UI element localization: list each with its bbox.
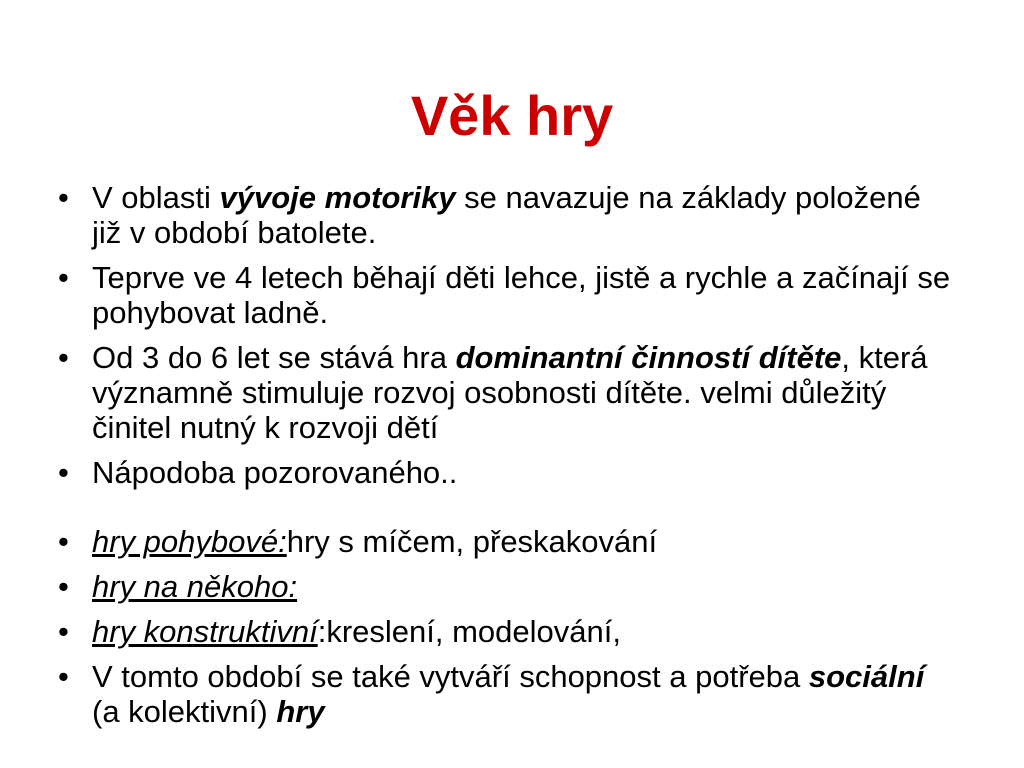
list-item: • V oblasti vývoje motoriky se navazuje na základy položené již v období batolete. xyxy=(58,180,921,250)
bullet-list xyxy=(58,180,958,739)
slide-title: Věk hry xyxy=(410,84,614,147)
bullet-icon: • xyxy=(58,524,69,559)
list-item: • V tomto období se také vytváří schopnost a potřeba sociální (a kolektivní) hry xyxy=(58,659,925,729)
bullet-icon: • xyxy=(58,659,69,694)
underlined-term: hry pohybové: xyxy=(92,524,287,559)
emphasis-text: sociální xyxy=(808,659,925,694)
list-item: • Teprve ve 4 letech běhají děti lehce, jistě a rychle a začínají se pohybovat ladně. xyxy=(58,260,951,330)
underlined-term: hry na někoho: xyxy=(92,569,298,604)
list-item: • hry konstruktivní:kreslení, modelování, xyxy=(58,614,621,649)
list-item: • Nápodoba pozorovaného.. xyxy=(58,455,458,490)
bullet-icon: • xyxy=(58,260,69,295)
list-item: • Od 3 do 6 let se stává hra dominantní činností dítěte, která významně stimuluje rozvoj osobnosti dítěte. velmi důležitý činitel nutný k rozvoji dětí xyxy=(58,340,928,445)
bullet-icon: • xyxy=(58,455,69,490)
bullet-icon: • xyxy=(58,614,69,649)
emphasis-text: dominantní činností dítěte xyxy=(455,340,842,375)
list-item xyxy=(58,569,958,604)
bullet-icon: • xyxy=(58,180,69,215)
underlined-term: hry konstruktivní xyxy=(92,614,318,649)
emphasis-text: hry xyxy=(276,694,325,729)
emphasis-text: vývoje motoriky xyxy=(219,180,456,215)
list-item: • hry pohybové:hry s míčem, přeskakování xyxy=(58,524,658,559)
bullet-icon: • xyxy=(58,569,69,604)
bullet-icon: • xyxy=(58,340,69,375)
